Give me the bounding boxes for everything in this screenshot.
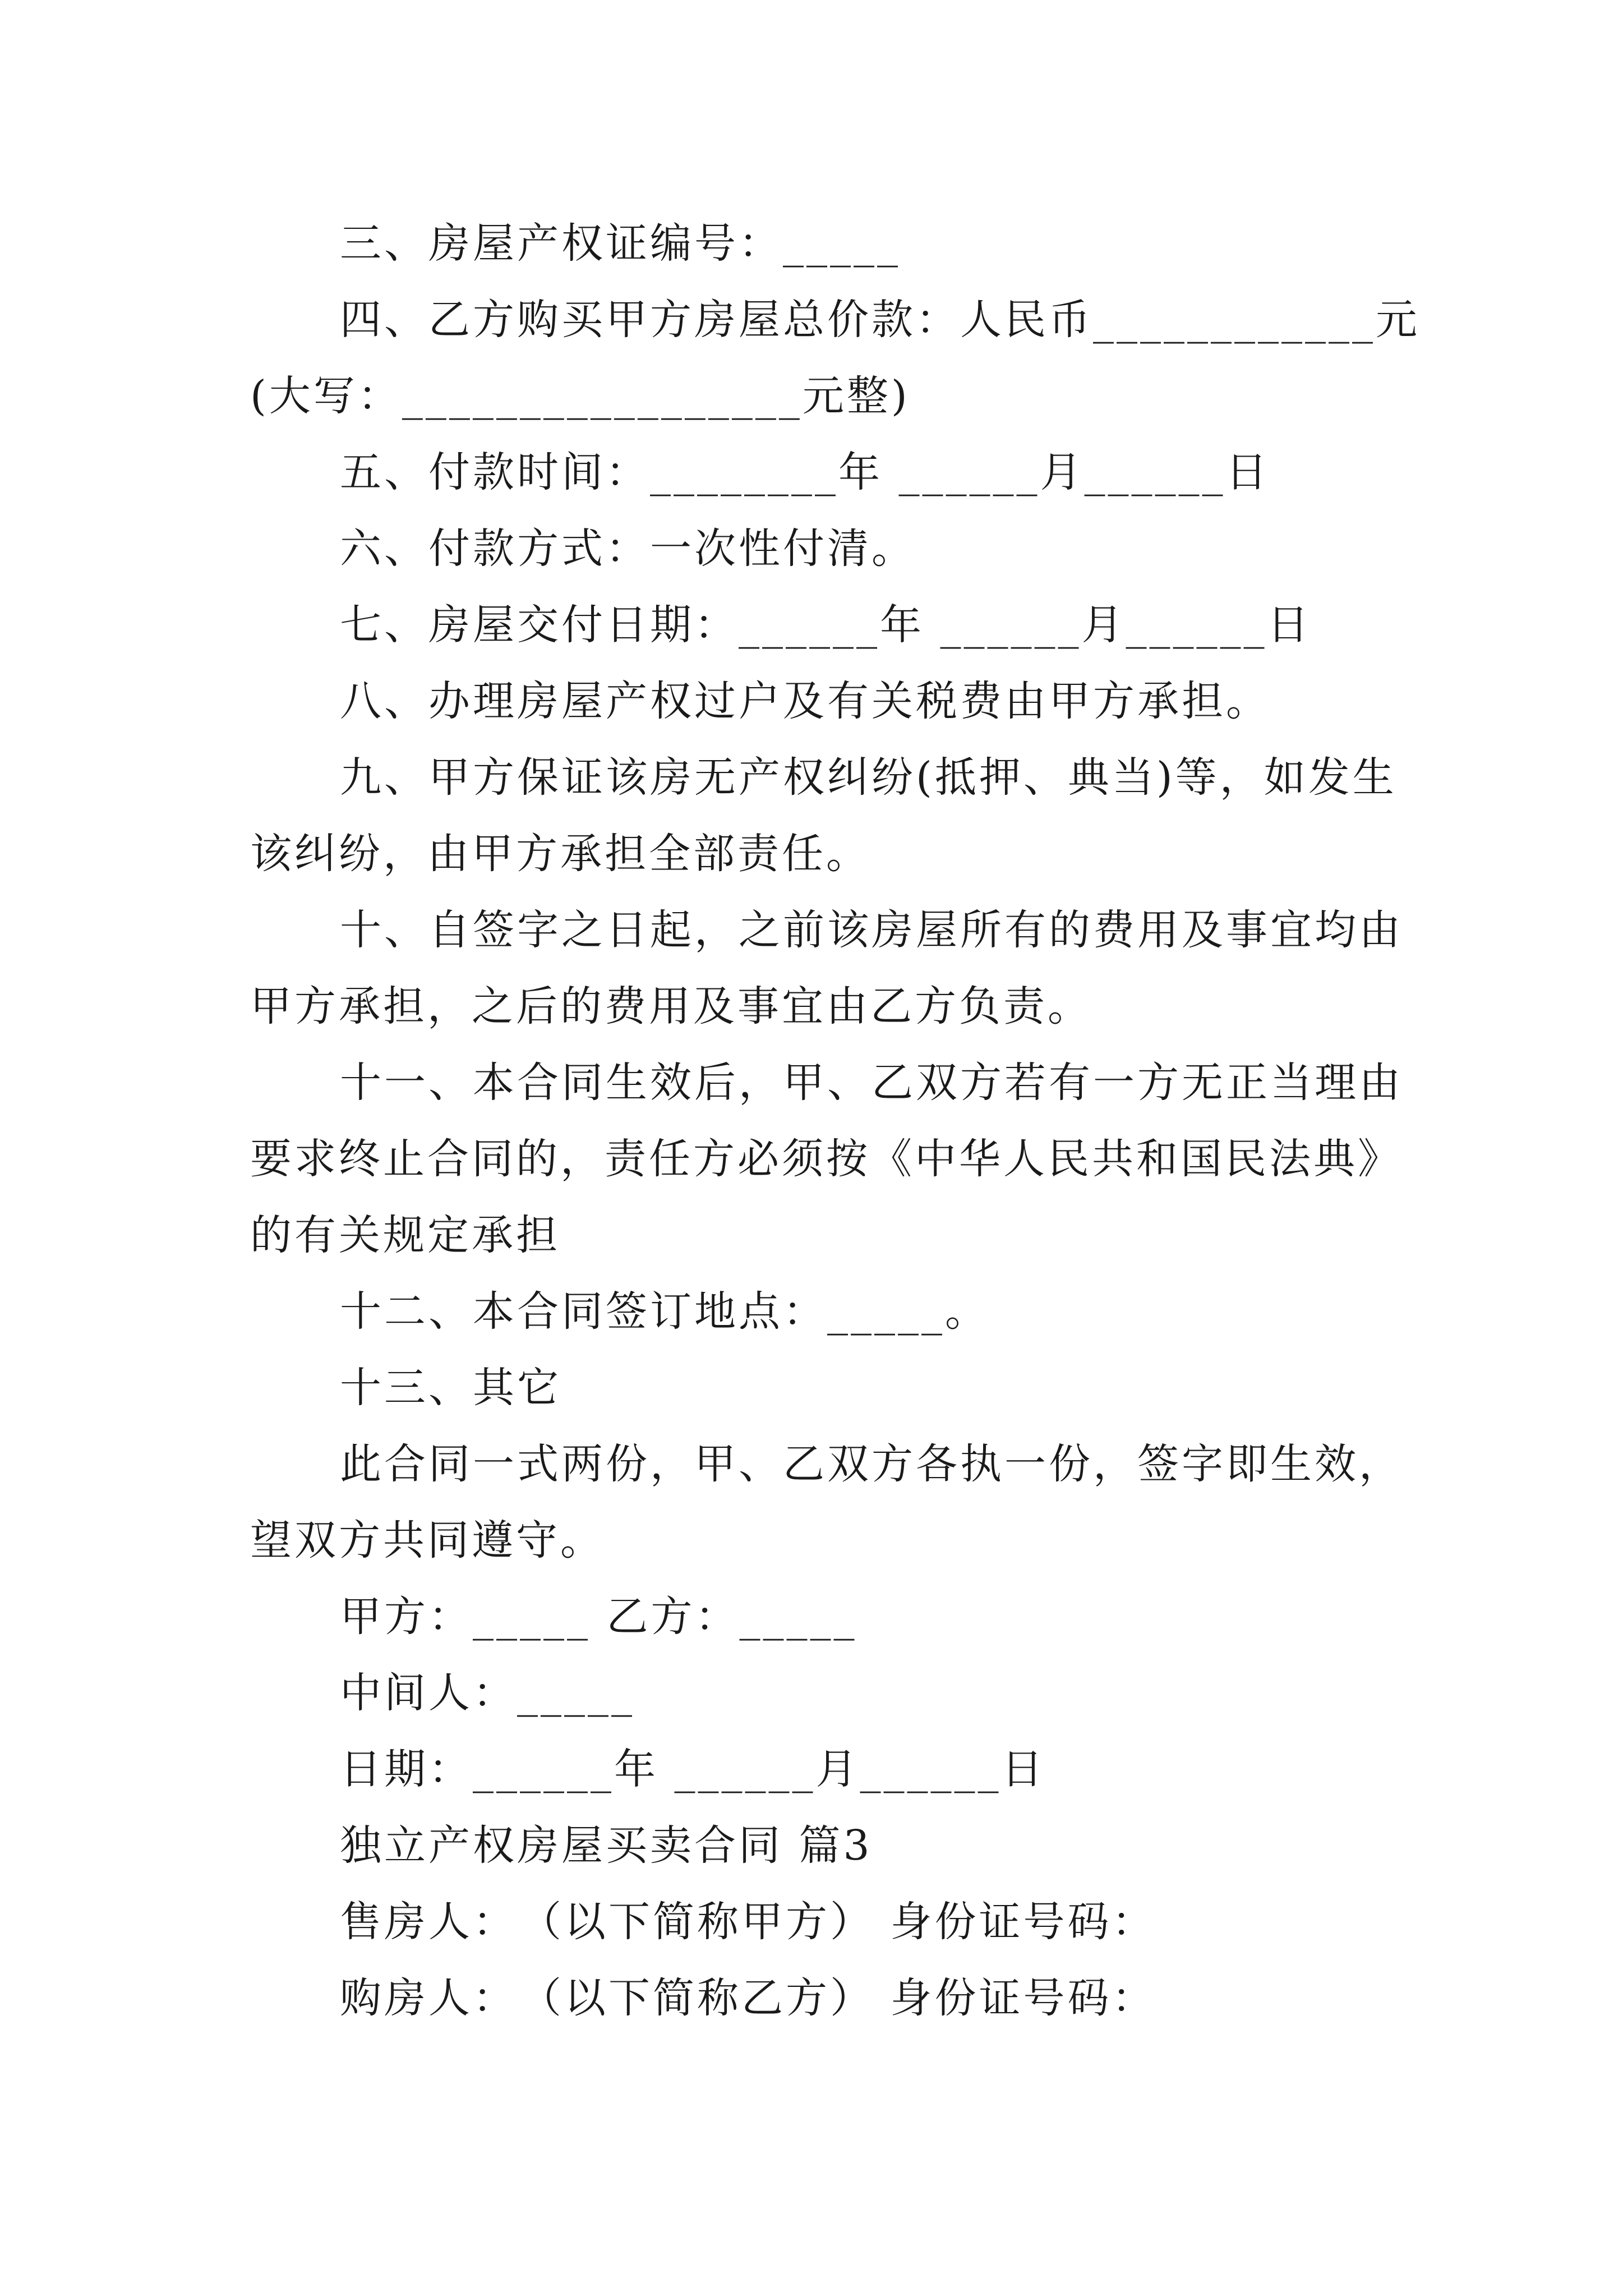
section-title-part-3: 独立产权房屋买卖合同 篇3: [340, 1821, 873, 1870]
clause-6-payment-method: 六、付款方式：一次性付清。: [340, 524, 916, 573]
clause-5-payment-time: 五、付款时间：________年 ______月______日: [340, 448, 1270, 496]
clause-12-signing-place: 十二、本合同签订地点：_____。: [340, 1287, 989, 1336]
signature-date: 日期：______年 ______月______日: [340, 1745, 1046, 1793]
clause-9-line-1: 九、甲方保证该房无产权纠纷(抵押、典当)等，如发生: [340, 753, 1397, 802]
clause-8-transfer-taxes: 八、办理房屋产权过户及有关税费由甲方承担。: [340, 677, 1270, 725]
clause-4-capital-amount: (大写：_________________元整): [250, 372, 910, 420]
buyer-line: 购房人： （以下简称乙方） 身份证号码：: [340, 1974, 1156, 2022]
clause-11-line-3: 的有关规定承担: [250, 1211, 560, 1259]
copies-line-2: 望双方共同遵守。: [250, 1516, 605, 1565]
clause-11-line-1: 十一、本合同生效后，甲、乙双方若有一方无正当理由: [340, 1059, 1403, 1107]
clause-10-line-2: 甲方承担，之后的费用及事宜由乙方负责。: [250, 982, 1092, 1030]
copies-line-1: 此合同一式两份，甲、乙双方各执一份，签字即生效，: [340, 1440, 1403, 1488]
clause-10-line-1: 十、自签字之日起，之前该房屋所有的费用及事宜均由: [340, 906, 1403, 954]
signature-intermediary: 中间人：_____: [340, 1669, 635, 1717]
clause-3-property-certificate: 三、房屋产权证编号：_____: [340, 219, 901, 268]
seller-line: 售房人： （以下简称甲方） 身份证号码：: [340, 1898, 1156, 1946]
clause-7-delivery-date: 七、房屋交付日期：______年 ______月______日: [340, 601, 1312, 649]
clause-13-other: 十三、其它: [340, 1364, 561, 1412]
clause-11-line-2: 要求终止合同的，责任方必须按《中华人民共和国民法典》: [250, 1135, 1402, 1183]
clause-4-total-price: 四、乙方购买甲方房屋总价款：人民币____________元: [340, 296, 1420, 344]
signature-parties: 甲方：_____ 乙方：_____: [340, 1593, 857, 1641]
clause-9-line-2: 该纠纷，由甲方承担全部责任。: [250, 830, 870, 878]
